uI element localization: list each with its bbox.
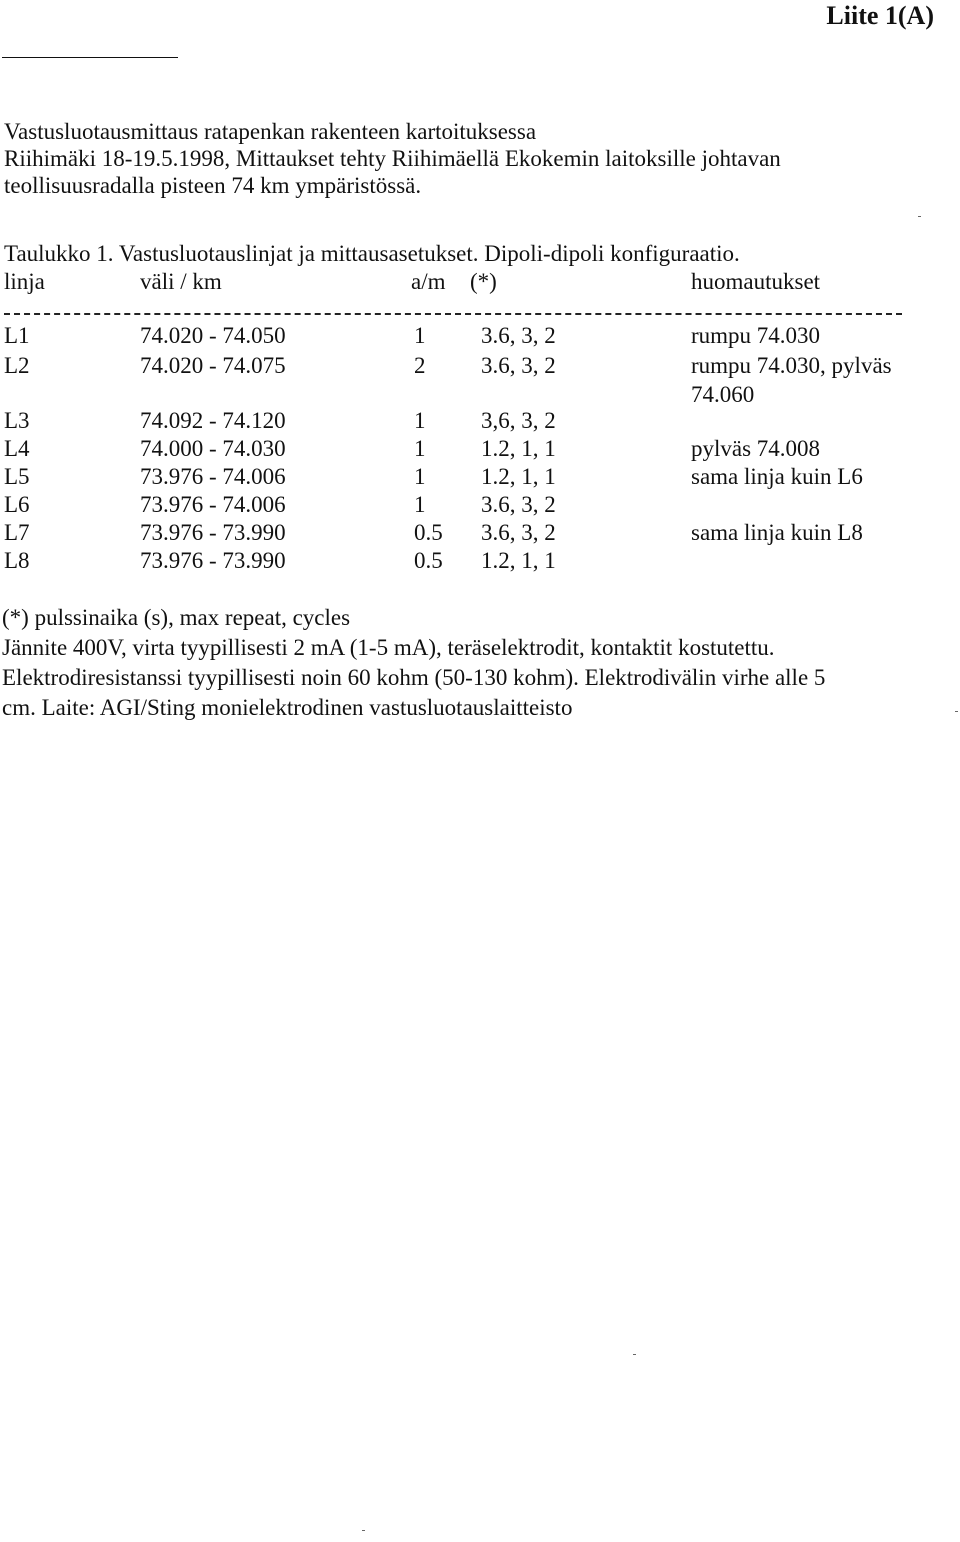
- footer-notes: [2, 603, 825, 723]
- cell-settings: 1.2, 1, 1: [481, 464, 556, 489]
- footer-line: (*) pulssinaika (s), max repeat, cycles: [2, 605, 351, 630]
- scan-speck: [362, 1530, 365, 1531]
- intro-line: Riihimäki 18-19.5.1998, Mittaukset tehty Riihimäellä Ekokemin laitoksille johtavan: [4, 146, 781, 171]
- header-vali: väli / km: [140, 269, 222, 294]
- table-row: [0, 463, 960, 490]
- table-header-row: [0, 268, 960, 295]
- intro-paragraph: [4, 118, 781, 199]
- cell-am: 1: [414, 464, 426, 489]
- cell-linja: L7: [4, 520, 30, 545]
- scan-speck: [918, 216, 921, 217]
- cell-note: sama linja kuin L6: [691, 464, 863, 489]
- footer-line: cm. Laite: AGI/Sting monielektrodinen vastusluotauslaitteisto: [2, 695, 573, 720]
- cell-vali: 73.976 - 74.006: [140, 464, 286, 489]
- intro-line: teollisuusradalla pisteen 74 km ympäristössä.: [4, 173, 422, 198]
- cell-linja: L2: [4, 353, 30, 378]
- table-row-continuation: [0, 381, 960, 408]
- table-row: [0, 435, 960, 462]
- cell-linja: L8: [4, 548, 30, 573]
- cell-note: sama linja kuin L8: [691, 520, 863, 545]
- scan-speck: [955, 711, 958, 712]
- cell-settings: 3,6, 3, 2: [481, 408, 556, 433]
- cell-am: 0.5: [414, 520, 443, 545]
- cell-vali: 73.976 - 73.990: [140, 520, 286, 545]
- cell-settings: 3.6, 3, 2: [481, 323, 556, 348]
- table-caption: Taulukko 1. Vastusluotauslinjat ja mittausasetukset. Dipoli-dipoli konfiguraatio.: [4, 241, 740, 266]
- appendix-label: Liite 1(A): [826, 1, 934, 30]
- cell-am: 0.5: [414, 548, 443, 573]
- cell-am: 2: [414, 353, 426, 378]
- cell-am: 1: [414, 436, 426, 461]
- cell-linja: L1: [4, 323, 30, 348]
- cell-am: 1: [414, 323, 426, 348]
- cell-vali: 73.976 - 73.990: [140, 548, 286, 573]
- footer-line: Jännite 400V, virta tyypillisesti 2 mA (1-5 mA), teräselektrodit, kontaktit kostutettu.: [2, 635, 775, 660]
- cell-linja: L3: [4, 408, 30, 433]
- cell-linja: L6: [4, 492, 30, 517]
- header-linja: linja: [4, 269, 45, 294]
- cell-settings: 3.6, 3, 2: [481, 520, 556, 545]
- cell-vali: 74.000 - 74.030: [140, 436, 286, 461]
- cell-note: rumpu 74.030, pylväs: [691, 353, 892, 378]
- table-row: [0, 352, 960, 379]
- cell-am: 1: [414, 408, 426, 433]
- cell-note-continuation: 74.060: [691, 382, 755, 407]
- cell-vali: 73.976 - 74.006: [140, 492, 286, 517]
- intro-line: Vastusluotausmittaus ratapenkan rakenteen kartoituksessa: [4, 119, 537, 144]
- table-row: [0, 407, 960, 434]
- table-row: [0, 491, 960, 518]
- table-row: [0, 547, 960, 574]
- table-row: [0, 519, 960, 546]
- header-notes: huomautukset: [691, 269, 821, 294]
- cell-note: pylväs 74.008: [691, 436, 821, 461]
- cell-settings: 1.2, 1, 1: [481, 548, 556, 573]
- table-header-rule: [4, 313, 902, 315]
- cell-settings: 3.6, 3, 2: [481, 353, 556, 378]
- cell-note: rumpu 74.030: [691, 323, 821, 348]
- footer-line: Elektrodiresistanssi tyypillisesti noin 60 kohm (50-130 kohm). Elektrodivälin virhe alle 5: [2, 665, 826, 690]
- cell-vali: 74.020 - 74.050: [140, 323, 286, 348]
- header-am: a/m: [411, 269, 446, 294]
- table-row: [0, 322, 960, 349]
- cell-linja: L4: [4, 436, 30, 461]
- cell-vali: 74.020 - 74.075: [140, 353, 286, 378]
- cell-linja: L5: [4, 464, 30, 489]
- scan-speck: [633, 1354, 636, 1355]
- cell-vali: 74.092 - 74.120: [140, 408, 286, 433]
- cell-settings: 1.2, 1, 1: [481, 436, 556, 461]
- cell-am: 1: [414, 492, 426, 517]
- header-divider: [2, 57, 178, 58]
- header-settings: (*): [470, 269, 497, 294]
- cell-settings: 3.6, 3, 2: [481, 492, 556, 517]
